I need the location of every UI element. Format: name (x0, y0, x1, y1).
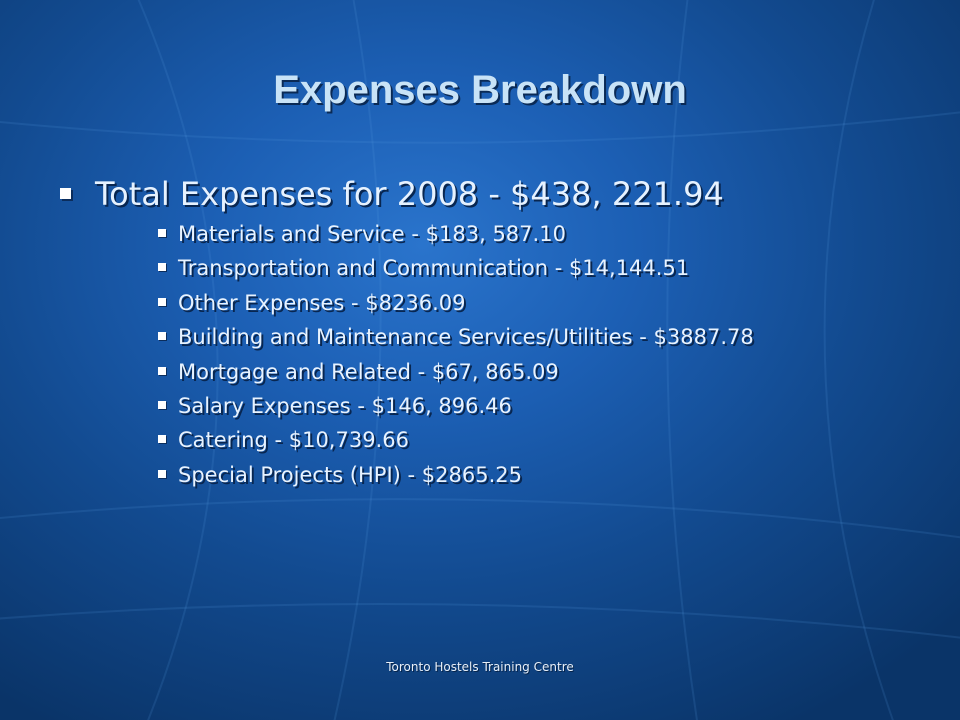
square-bullet-icon (158, 367, 166, 375)
square-bullet-icon (158, 332, 166, 340)
main-bullet-item (60, 172, 724, 216)
list-item-text: Mortgage and Related - $67, 865.09 (178, 359, 559, 384)
square-bullet-icon (60, 188, 71, 199)
list-item (158, 217, 754, 251)
square-bullet-icon (158, 401, 166, 409)
list-item (158, 251, 754, 285)
square-bullet-icon (158, 470, 166, 478)
list-item (158, 320, 754, 354)
list-item-text: Transportation and Communication - $14,144.51 (178, 256, 690, 281)
square-bullet-icon (158, 229, 166, 237)
list-item (158, 389, 754, 423)
list-item-text: Materials and Service - $183, 587.10 (178, 222, 566, 246)
list-item (158, 286, 754, 320)
slide-footer: Toronto Hostels Training Centre (386, 660, 574, 674)
list-item (158, 355, 754, 389)
square-bullet-icon (158, 298, 166, 306)
list-item (158, 423, 754, 457)
list-item-text: Building and Maintenance Services/Utilities - $3887.78 (178, 325, 754, 350)
list-item-text: Other Expenses - $8236.09 (178, 290, 466, 315)
list-item (158, 458, 754, 492)
list-item-text: Catering - $10,739.66 (178, 428, 409, 453)
slide-title: Expenses Breakdown (273, 68, 687, 112)
square-bullet-icon (158, 435, 166, 443)
list-item-text: Salary Expenses - $146, 896.46 (178, 393, 512, 418)
square-bullet-icon (158, 263, 166, 271)
main-bullet-text: Total Expenses for 2008 - $438, 221.94 (95, 175, 724, 213)
list-item-text: Special Projects (HPI) - $2865.25 (178, 462, 522, 487)
expense-list (158, 217, 754, 492)
